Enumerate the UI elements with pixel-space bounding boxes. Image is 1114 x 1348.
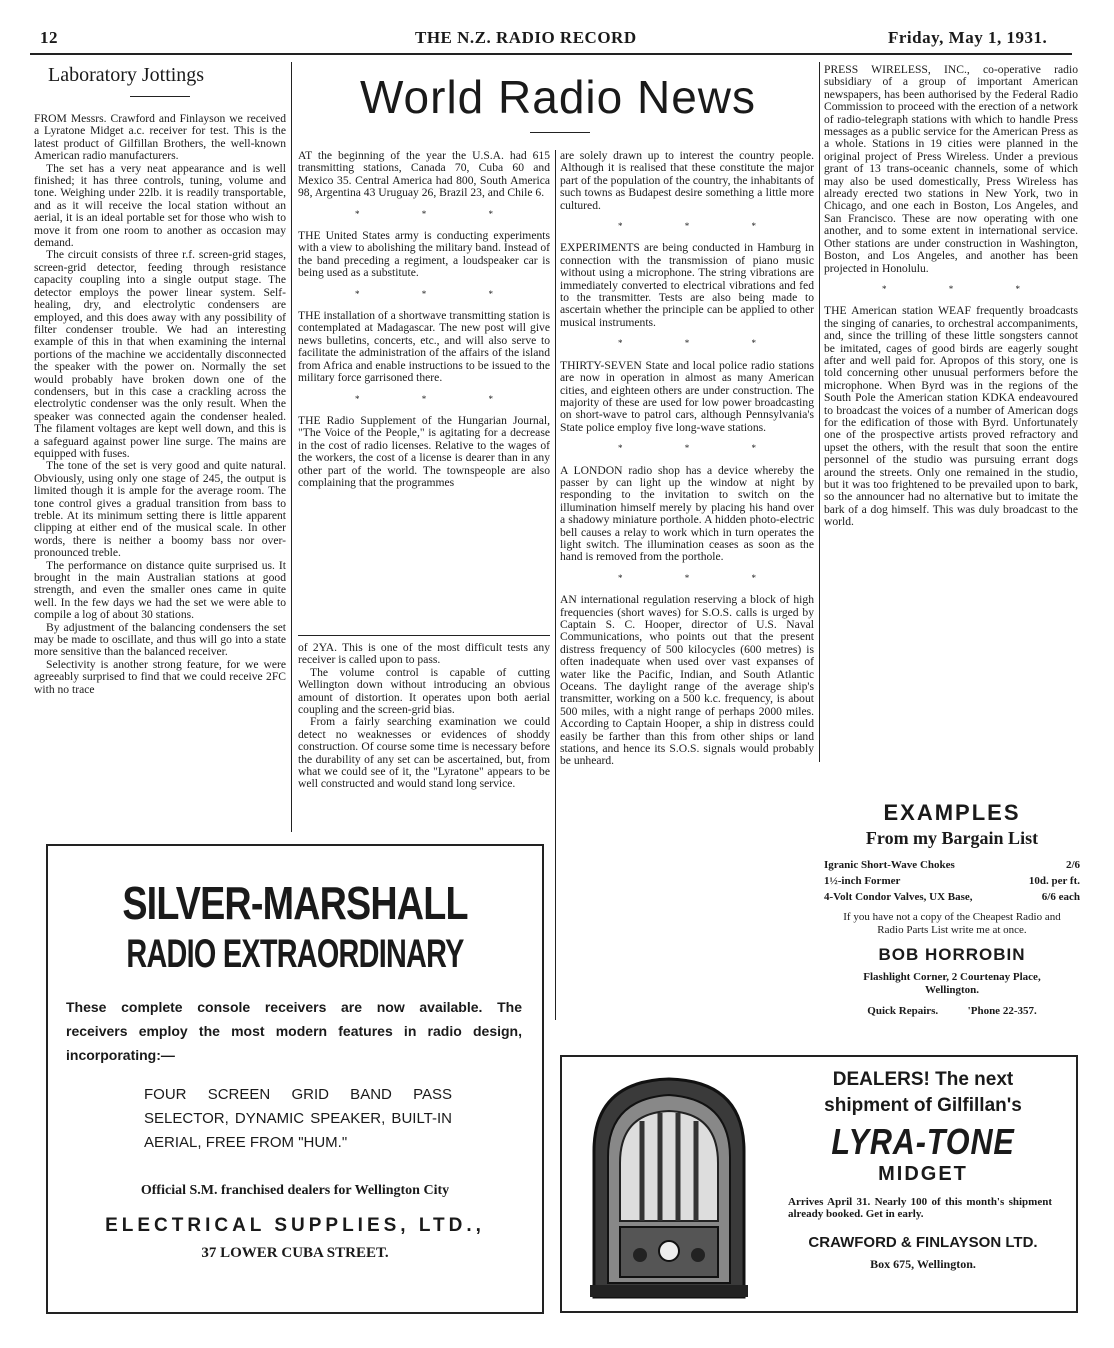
- stars-divider: * * *: [355, 208, 523, 219]
- lyratone-model: MIDGET: [878, 1163, 968, 1185]
- lab-heading: Laboratory Jottings: [48, 64, 205, 86]
- lyratone-ad: [560, 1055, 1078, 1313]
- sm-dealers: Official S.M. franchised dealers for Wellington City: [140, 1183, 450, 1198]
- bargain-item-price: 10d. per ft.: [1028, 875, 1080, 887]
- stars-divider: * * *: [618, 338, 786, 349]
- bargain-phone: 'Phone 22-357.: [967, 1005, 1037, 1017]
- radio-illustration: [580, 1071, 758, 1301]
- issue-date: Friday, May 1, 1931.: [888, 28, 1048, 47]
- bargain-item-name: 4-Volt Condor Valves, UX Base,: [824, 891, 973, 903]
- sm-address: 37 LOWER CUBA STREET.: [201, 1245, 389, 1261]
- lyratone-address: Box 675, Wellington.: [870, 1257, 976, 1271]
- world-col-c: [824, 64, 1078, 758]
- bargain-item-price: 2/6: [1065, 859, 1080, 871]
- news-item: AN international regulation reserving a block of high frequencies (short waves) for S.O.S. calls is urged by Captain S. C. Hooper, director of U.S. Naval Communications, who points out that the present distress frequency of 500 kilocycles (600 metres) is often inadequate when used over vast expanses of water like the Pacific, Indian, and South Atlantic Oceans. The daylight range of the average ship's transmitter, working on a 500 k.c. frequency, is about 500 miles, with a night range of perhaps 2000 miles. According to Captain Hooper, a ship in distress could easily be farther than this from other ships or land stations, and hence its S.O.S. signals would probably be unheard.: [560, 593, 814, 768]
- lab-paragraph: The set has a very neat appearance and is well finished; it has three controls, tuning, volume and tone. Weighing under 22lb. it is readily transportable, and as it will receive the local station without an aerial, it is an ideal portable set for those who wish to move it from one room to another as occasion may demand.: [34, 161, 286, 250]
- stars-divider: * * *: [618, 572, 786, 583]
- world-col-b: [560, 150, 814, 1040]
- bargain-note: If you have not a copy of the Cheapest Radio and Radio Parts List write me at once.: [843, 911, 1061, 936]
- lab-paragraph: The tone of the set is very good and quite natural. Obviously, using only one stage of 245, the output is limited though it is ample for the average room. The tone control gives a gradual transition from bass to treble. At its minimum setting there is little apparent clipping at either end of the musical scale. In other words, there is neither a boomy bass nor over-pronounced treble.: [34, 459, 286, 560]
- stars-divider: * * *: [355, 288, 523, 299]
- lab-paragraph: The volume control is capable of cutting Wellington down without introducing an obvious amount of distortion. It operates upon both aerial coupling and the screen-grid bias.: [298, 665, 550, 717]
- news-item: THIRTY-SEVEN State and local police radio stations are now in operation in almost as many American cities, and eighteen others are under construction. The majority of these are used for low power broadcasting on short-wave to patrol cars, although Pennsylvania's State police employ five long-wave stations.: [560, 358, 814, 434]
- page-number: 12: [40, 28, 58, 47]
- silver-marshall-ad: [46, 844, 544, 1314]
- sm-logo-line-2: RADIO EXTRAORDINARY: [126, 932, 464, 976]
- news-item: A LONDON radio shop has a device whereby the passer by can light up the window at night by responding to the invitation to switch on the illumination himself merely by placing his hand over a shadowy miniature porthole. A hidden photo-electric bell causes a relay to work which in turn operates the light switch. The illumination ceases as soon as the hand is removed from the porthole.: [560, 463, 814, 564]
- lyratone-copy: [788, 1069, 1058, 1272]
- sm-company: ELECTRICAL SUPPLIES, LTD.,: [105, 1215, 485, 1236]
- news-item: THE American station WEAF frequently broadcasts the singing of canaries, to orchestral accompaniments, and, since the trilling of these little songsters cannot be imitated, cages of good birds are eagerly sought after and well paid for. Apropos of this story, one is told concerning other unusual performers before the microphone. When Byrd was in the regions of the South Pole the American station KDKA endeavoured to broadcast the voices of a number of American dogs for the edification of those with Byrd. Unfortunately one of the prospective artists proved refractory and upset the others, with the result that soon the entire personnel of the studio was pursuing errant dogs around the streets. Only one remained in the studio, but it was too frightened to be prevailed upon to bark, so the announcer had no alternative but to imitate the bark of a dog himself. This was duly broadcast to the world.: [824, 304, 1078, 529]
- lab-heading-rule: [130, 96, 190, 97]
- bargain-contact: [824, 1005, 1080, 1017]
- lab-paragraph: By adjustment of the balancing condensers the set may be made to oscillate, and thus will go into a state more sensitive than the balanced receiver.: [34, 620, 286, 659]
- bargain-list: [824, 857, 1080, 905]
- news-item: are solely drawn up to interest the country people. Although it is realised that these constitute the major part of the population of the country, the inhabitants of such towns as Budapest desire something a little more cultured.: [560, 150, 814, 212]
- lyratone-company: CRAWFORD & FINLAYSON LTD.: [808, 1234, 1038, 1251]
- bargain-name: BOB HORROBIN: [878, 945, 1026, 964]
- bargain-subtitle: From my Bargain List: [865, 828, 1039, 848]
- lab-paragraph: FROM Messrs. Crawford and Finlayson we received a Lyratone Midget a.c. receiver for test. This is the latest product of Gilfillan Brothers, the well-known American radio manufacturers.: [34, 113, 286, 163]
- sm-features: FOUR SCREEN GRID BAND PASS SELECTOR, DYNAMIC SPEAKER, BUILT-IN AERIAL, FREE FROM "HUM.": [144, 1086, 452, 1151]
- lab-paragraph: Selectivity is another strong feature, for we were agreeably surprised to find that we could receive 2FC with no trace: [34, 657, 286, 696]
- lab-paragraph: From a fairly searching examination we could detect no weaknesses or evidences of shoddy construction. Of course some time is necessary before the durability of any set can be ascertained, but, from what we could see of it, the "Lyratone" appears to be well constructed and would stand long service.: [298, 715, 550, 791]
- masthead-rule: [30, 53, 1072, 55]
- lyratone-line-1: DEALERS! The next: [832, 1069, 1014, 1090]
- world-heading: World Radio News: [359, 71, 757, 123]
- lyratone-brand: LYRA-TONE: [831, 1121, 1015, 1162]
- stars-divider: * * *: [882, 283, 1050, 294]
- cathedral-radio-icon: [580, 1071, 758, 1301]
- bargain-item: [824, 889, 1080, 905]
- column-rule: [555, 150, 556, 1020]
- continuation-rule: [298, 635, 550, 636]
- world-heading-rule: [530, 132, 590, 133]
- bargain-item-price: 6/6 each: [1041, 891, 1080, 903]
- lyratone-body: Arrives April 31. Nearly 100 of this month's shipment already booked. Get in early.: [788, 1196, 1052, 1220]
- lab-article: [34, 113, 286, 825]
- stars-divider: * * *: [618, 221, 786, 232]
- news-item: PRESS WIRELESS, INC., co-operative radio subsidiary of a group of important American newspapers, has been authorised by the Federal Radio Commission to proceed with the erection of a network of radio-telegraph stations with which to handle Press messages as a public service for the American Press as a whole. Stations in 19 cities were planned in the original project of Press Wireless. Under a previous grant of 13 trans-oceanic channels, some of which may also be used domestically, Press Wireless has already erected two stations in New York, two in Chicago, and one each in Boston, Los Angeles, and San Francisco. These are now operating with one another, and to some extent in international service. Other stations are under construction in Washington, Boston, and Los Angeles, and another has been projected in Honolulu.: [824, 64, 1078, 275]
- news-item: THE United States army is conducting experiments with a view to abolishing the military band. Instead of the band preceding a regiment, a loudspeaker car is being used as a substitute.: [298, 229, 550, 280]
- lab-paragraph: The circuit consists of three r.f. screen-grid stages, screen-grid detector, feeding through resistance capacity coupling into a single output stage. The detector employs the power linear system. Self-healing, dry, and electrolytic condensers are employed, and this does away with any possibility of filter condenser trouble. We had an interesting example of this in that when examining the internal portions of the machine we accidentally disconnected the speaker with the power on. Normally the set would probably have broken down one of the condensers, but in this case a crackling across the electrolytic condenser was the only result. When the speaker was connected again the condenser healed. The filament voltages are kept well down, and this is a safeguard against power line surge. The mains are equipped with fuses.: [34, 248, 286, 460]
- paper-title: THE N.Z. RADIO RECORD: [415, 28, 637, 47]
- column-rule: [291, 62, 292, 832]
- lab-continuation: [298, 642, 550, 828]
- bargain-item-name: Igranic Short-Wave Chokes: [824, 859, 955, 871]
- world-col-a: [298, 150, 550, 628]
- bargain-ad: [824, 770, 1080, 1042]
- bargain-title: EXAMPLES: [883, 800, 1021, 825]
- column-rule: [819, 62, 820, 762]
- lab-paragraph: of 2YA. This is one of the most difficult tests any receiver is called upon to pass.: [298, 642, 550, 667]
- sm-logo-line-1: SILVER-MARSHALL: [122, 877, 468, 929]
- sm-intro: These complete console receivers are now available. The receivers employ the most modern features in radio design, incorporating:—: [66, 999, 522, 1063]
- news-item: THE Radio Supplement of the Hungarian Journal, "The Voice of the People," is agitating for a decrease in the cost of radio licenses. Relative to the wages of the workers, the cost of a license is dearer than in any other part of the world. The townspeople are also complaining that the programmes: [298, 413, 550, 489]
- lyratone-line-2: shipment of Gilfillan's: [824, 1095, 1022, 1116]
- bargain-item: [824, 857, 1080, 873]
- stars-divider: * * *: [618, 443, 786, 454]
- news-item: EXPERIMENTS are being conducted in Hamburg in connection with the transmission of piano music without using a microphone. The string vibrations are immediately converted to electrical vibrations and fed to the transmitter. Tests are also being made to ascertain whether the principle can be applied to other musical instruments.: [560, 241, 814, 329]
- stars-divider: * * *: [355, 393, 523, 404]
- bargain-item-name: 1½-inch Former: [824, 875, 901, 887]
- news-item: THE installation of a shortwave transmitting station is contemplated at Madagascar. The new post will give news bulletins, concerts, etc., and will also serve to facilitate the administration of the affairs of the island from Africa and enable instructions to be issued to the military force garrisoned there.: [298, 309, 550, 385]
- bargain-item: [824, 873, 1080, 889]
- lab-paragraph: The performance on distance quite surprised us. It brought in the main Australian stations at good strength, and even the smaller ones came in quite well. In the few days we had the set we were able to compile a log of about 30 stations.: [34, 558, 286, 622]
- bargain-address: Flashlight Corner, 2 Courtenay Place, Wellington.: [863, 971, 1041, 996]
- news-item: AT the beginning of the year the U.S.A. had 615 transmitting stations, Canada 70, Cuba 60 and Mexico 35. Central America had 800, South America 98, Argentina 43 Uruguay 26, Brazil 23, and Chile 6.: [298, 150, 550, 200]
- bargain-repairs: Quick Repairs.: [867, 1005, 939, 1017]
